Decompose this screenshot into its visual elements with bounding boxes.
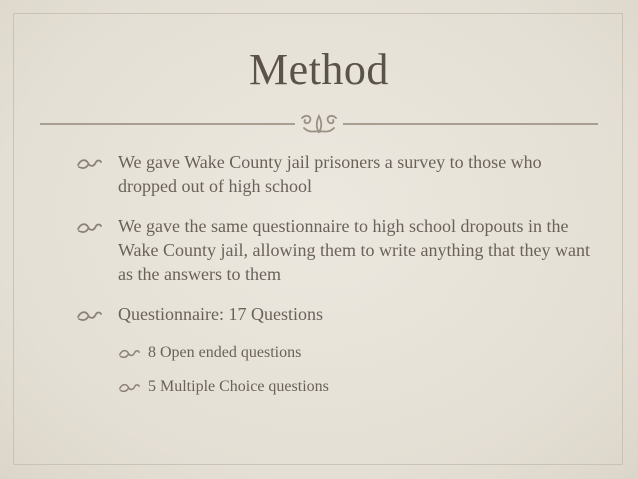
bullet-text: We gave Wake County jail prisoners a survey to those who dropped out of high school [118, 152, 542, 196]
bullet-text: We gave the same questionnaire to high school dropouts in the Wake County jail, allowing them to write anything that they want as the answers to them [118, 216, 590, 284]
bullet-item [76, 150, 596, 198]
fleuron-bullet-icon [118, 347, 140, 359]
sub-bullet-text: 8 Open ended questions [148, 344, 302, 361]
fleuron-bullet-icon [118, 381, 140, 393]
bullet-item [76, 214, 596, 286]
bullet-list [76, 150, 596, 410]
sub-bullet-item [76, 342, 596, 364]
fleuron-bullet-icon [76, 220, 102, 234]
sub-bullet-item [76, 376, 596, 398]
fleuron-bullet-icon [76, 156, 102, 170]
sub-bullet-text: 5 Multiple Choice questions [148, 378, 329, 395]
scroll-ornament-icon [40, 112, 598, 136]
slide-title: Method [249, 45, 389, 94]
bullet-text: Questionnaire: 17 Questions [118, 304, 323, 324]
bullet-item [76, 302, 596, 326]
fleuron-bullet-icon [76, 308, 102, 322]
